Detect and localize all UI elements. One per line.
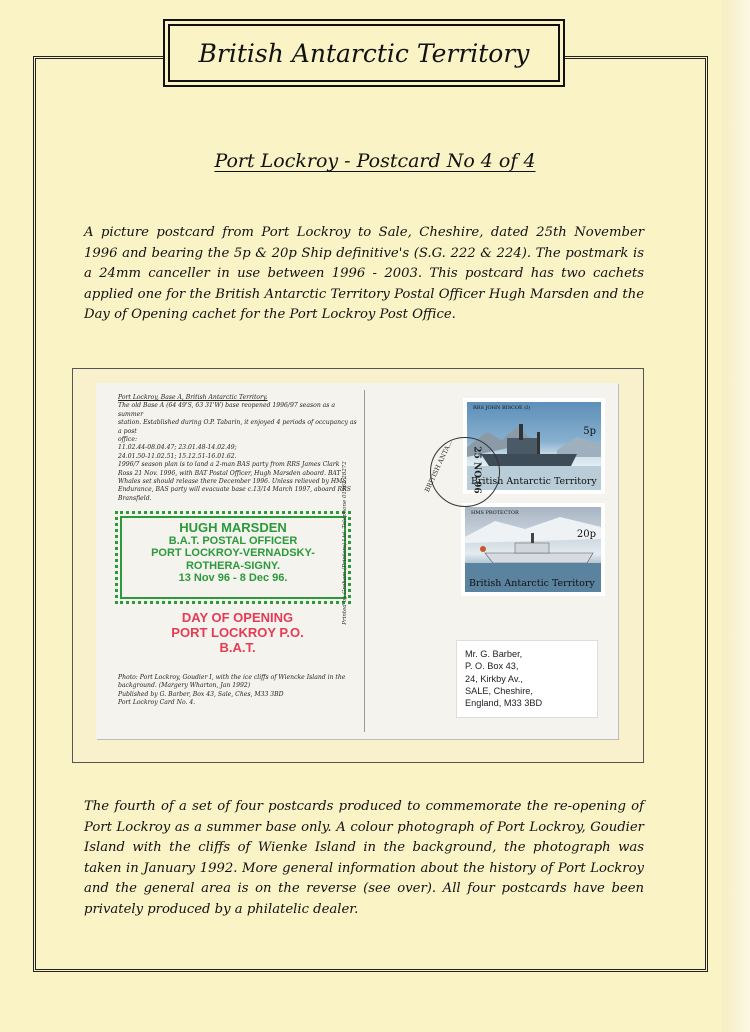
title-box [168, 24, 560, 82]
desc-line: office: [118, 436, 138, 444]
cachet-line: 13 Nov 96 - 8 Dec 96. [178, 572, 288, 584]
cachet-line: B.A.T. [219, 640, 256, 655]
desc-line: station. Established during O.P. Tabarin, it enjoyed 4 periods of occupancy as a post [118, 419, 357, 435]
desc-line: Port Lockroy, Base A, British Antarctic Territory. [118, 394, 268, 401]
cachet-line: B.A.T. POSTAL OFFICER [168, 534, 298, 547]
postmark-date: 25 NO 96 [471, 446, 482, 494]
postcard-description [118, 394, 358, 503]
desc-line: The old Base A (64 49'S, 63 31'W) base reopened 1996/97 season as a summer [118, 402, 336, 418]
cachet-line: PORT LOCKROY-VERNADSKY- [151, 547, 315, 559]
desc-line: Ross 21 Nov. 1996, with BAT Postal Officer, Hugh Marsden aboard. BAT [118, 469, 341, 477]
stamp-value: 5p [583, 426, 596, 437]
printer-credit: Printed by Graham (Printers) Ltd. Telephone 01962 28272 [342, 461, 348, 625]
cachet-line: HUGH MARSDEN [179, 520, 287, 535]
address-line: Mr. G. Barber, [465, 649, 523, 659]
address-line: 24, Kirkby Av., [465, 673, 523, 684]
stamp-value: 20p [576, 529, 596, 540]
caption-line: Published by G. Barber, Box 43, Sale, Ches, M33 3BD [118, 690, 284, 698]
cachet-line: DAY OF OPENING [181, 610, 294, 625]
stamp-caption: British Antarctic Territory [471, 476, 597, 487]
desc-line: Endurance, BAS party will evacuate base c.13/14 March 1997, aboard RRS [118, 486, 351, 494]
caption-line: Photo: Port Lockroy, Goudier I, with the ice cliffs of Wiencke Island in the [118, 674, 346, 681]
stamp-ship-name: RRS JOHN BISCOE (I) [473, 405, 531, 411]
page-title: British Antarctic Territory [198, 38, 530, 68]
photo-caption [118, 674, 358, 708]
caption-line: Port Lockroy Card No. 4. [118, 699, 196, 707]
postal-officer-cachet [115, 511, 351, 604]
page-subtitle: Port Lockroy - Postcard No 4 of 4 [214, 150, 536, 172]
address-line: P. O. Box 43, [465, 661, 519, 672]
desc-line: 1996/7 season plan is to land a 2-man BAS party from RRS James Clark [118, 461, 340, 469]
day-of-opening-cachet [140, 610, 335, 655]
cachet-line: ROTHERA-SIGNY. [185, 559, 281, 572]
desc-line: Bransfield. [118, 494, 152, 502]
desc-line: 24.01.50-11.02.51; 15.12.51-16.01.62. [118, 452, 237, 460]
intro-paragraph: A picture postcard from Port Lockroy to Sale, Cheshire, dated 25th November 1996 and bearing the 5p & 20p Ship definitive's (S.G. 222 & 224). The postmark is a 24mm canceller in use between 1996 - 2003. This postcard has two cachets applied one for the British Antarctic Territory Postal Officer Hugh Marsden and the Day of Opening cachet for the Port Lockroy Post Office. [84, 225, 644, 322]
desc-line: 11.02.44-08.04.47; 23.01.48-14.02.49; [118, 444, 237, 452]
caption-line: background. (Margery Wharton, Jan 1992) [118, 682, 251, 690]
address-line: SALE, Cheshire, [465, 685, 533, 696]
cachet-line: PORT LOCKROY P.O. [171, 625, 304, 640]
address-label [456, 640, 598, 718]
stamp-caption: British Antarctic Territory [469, 578, 595, 589]
postmark-circle [430, 437, 500, 507]
stamp-20p [461, 503, 605, 596]
postcard-divider [364, 390, 365, 732]
stamp-ship-name: HMS PROTECTOR [471, 510, 519, 516]
stamp-20p-image [465, 507, 601, 592]
address-line: England, M33 3BD [465, 698, 543, 709]
closing-paragraph: The fourth of a set of four postcards produced to commemorate the re-opening of Port Lockroy as a summer base only. A colour photograph of Port Lockroy, Goudier Island with the cliffs of Wienke Island in the background, the photograph was taken in January 1992. More general information about the history of Port Lockroy and the general area is on the reverse (see over). All four postcards have been privately produced by a philatelic dealer. [84, 799, 644, 917]
desc-line: Whales set should release there December 1996. Unless relieved by HMS [118, 478, 347, 486]
postmark-text: BRITISH ANTA... [423, 438, 455, 494]
